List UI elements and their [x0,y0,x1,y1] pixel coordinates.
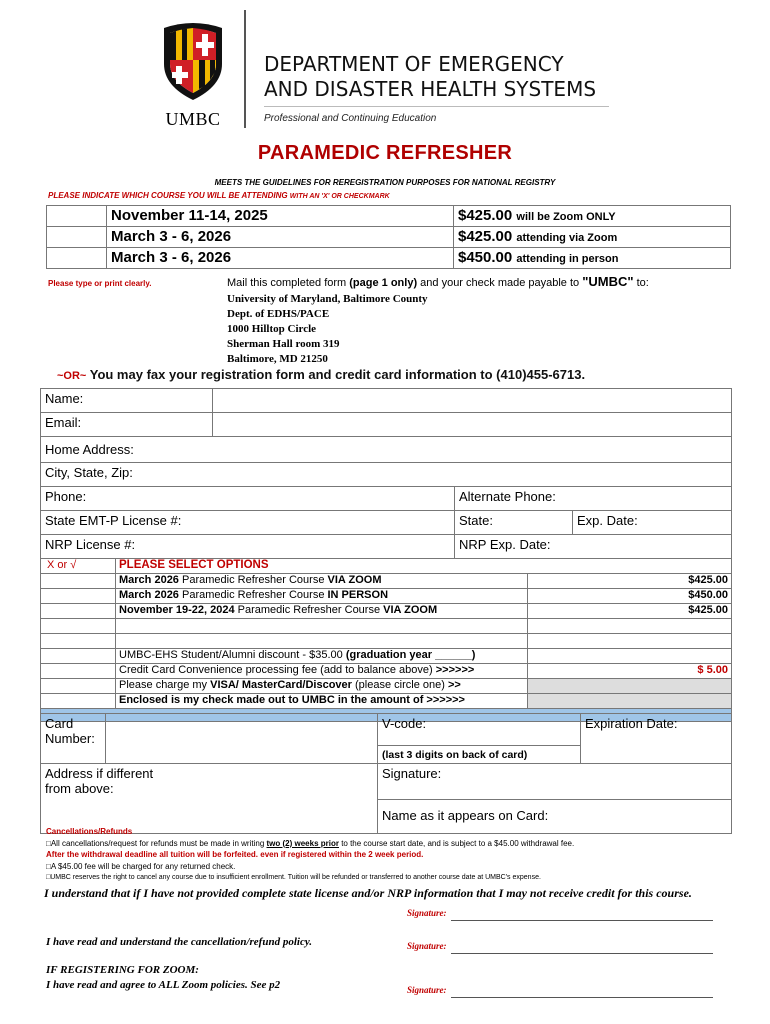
nrp-license-field[interactable] [41,535,455,559]
course-table [46,205,731,269]
mail-payee: "UMBC" [582,274,634,289]
name-field[interactable] [213,389,732,413]
vcode-field[interactable] [378,714,581,746]
course-date: November 11-14, 2025 [107,206,454,227]
option-empty-price [528,619,732,634]
alt-address-field[interactable] [41,764,378,834]
card-number-label: Card Number: [41,714,106,764]
signature-label: Signature: [407,908,447,918]
option-price: $450.00 [528,589,732,604]
zoom-policy-statement [46,963,280,993]
fee-checkbox[interactable] [41,664,116,679]
logo-text: UMBC [165,109,221,129]
cancellation-policy [46,826,746,884]
signature-line-3[interactable] [407,980,713,998]
indicate-tail: WITH AN 'X' OR CHECKMARK [289,193,390,200]
option-empty-price [528,634,732,649]
zoom-heading: IF REGISTERING FOR ZOOM: [46,964,199,976]
city-state-zip-field[interactable] [41,463,732,487]
option-label [116,604,528,619]
expiration-label: Expiration Date: [585,716,678,731]
header-rule [264,106,609,107]
options-header: PLEASE SELECT OPTIONS [116,559,732,574]
option-price: $425.00 [528,574,732,589]
phone-field[interactable] [41,487,455,511]
option-price: $425.00 [528,604,732,619]
zoom-agreement: I have read and agree to ALL Zoom policies. See p2 [46,979,281,991]
signature-label: Signature: [382,766,442,781]
fee-label [116,664,528,679]
option-date: March 2026 [119,574,179,586]
cancel-l1-pre: □All cancellations/request for refunds must be made in writing [46,838,267,848]
vcode-label: V-code: [382,716,427,731]
option-row [41,589,732,604]
fee-text: Credit Card Convenience processing fee (add to balance above) [119,664,436,676]
course-price: $450.00 [458,249,513,266]
course-date: March 3 - 6, 2026 [107,248,454,269]
umbc-logo [158,20,228,129]
dept-line-2: AND DISASTER HEALTH SYSTEMS [264,77,597,101]
address-line: 1000 Hilltop Circle [227,323,317,335]
home-address-field[interactable] [41,437,732,463]
card-number-field[interactable] [106,714,378,764]
signature-underline [451,989,713,998]
nrp-exp-label: NRP Exp. Date: [459,537,551,552]
state-field[interactable] [455,511,573,535]
course-checkbox-2[interactable] [47,227,107,248]
charge-checkbox[interactable] [41,679,116,694]
fee-price: $ 5.00 [528,664,732,679]
address-line: Baltimore, MD 21250 [227,353,328,365]
cancellation-title: Cancellations/Refunds [46,827,133,836]
city-state-zip-label: City, State, Zip: [45,465,133,480]
nrp-exp-field[interactable] [455,535,732,559]
check-checkbox[interactable] [41,694,116,709]
exp-date-field[interactable] [573,511,732,535]
check-label: Enclosed is my check made out to UMBC in the amount of >>>>>> [116,694,528,709]
mark-instructions: X or √ [41,559,116,574]
print-clearly-note: Please type or print clearly. [48,279,152,288]
course-price: $425.00 [458,228,513,245]
option-checkbox-2[interactable] [41,589,116,604]
cancellation-line-2: After the withdrawal deadline all tuition will be forfeited. even if registered within the 2 week period. [46,850,424,859]
card-types: VISA/ MasterCard/Discover [210,679,352,691]
signature-label: Signature: [407,985,447,995]
option-text: Paramedic Refresher Course [234,604,384,616]
mail-bold: (page 1 only) [349,277,418,289]
email-field[interactable] [213,413,732,437]
fee-row [41,664,732,679]
alt-address-label: Address if different from above: [45,766,154,796]
charge-circle: (please circle one) [351,679,448,691]
personal-info-table [40,388,732,559]
option-checkbox-4[interactable] [41,619,116,634]
name-label: Name: [41,389,213,413]
course-price-cell [454,227,731,248]
discount-text: UMBC-EHS Student/Alumni discount - $35.00 [119,649,346,661]
home-address-label: Home Address: [45,442,134,457]
option-checkbox-5[interactable] [41,634,116,649]
course-date: March 3 - 6, 2026 [107,227,454,248]
check-row [41,694,732,709]
department-name [264,52,596,102]
fax-instructions [57,367,585,382]
signature-field[interactable] [378,764,732,800]
credit-statement: I understand that if I have not provided complete state license and/or NRP information that I may not receive credit for this course. [44,886,692,900]
option-date: March 2026 [119,589,179,601]
option-text: Paramedic Refresher Course [178,574,328,586]
course-note: will be Zoom ONLY [516,211,616,223]
option-label [116,574,528,589]
fax-or: ~OR~ [57,370,87,382]
last3-note: (last 3 digits on back of card) [378,746,581,764]
check-amount[interactable] [528,694,732,709]
refund-policy-statement: I have read and understand the cancellation/refund policy. [46,936,313,948]
option-checkbox-3[interactable] [41,604,116,619]
course-note: attending in person [516,253,619,265]
address-line: Sherman Hall room 319 [227,338,340,350]
email-label: Email: [41,413,213,437]
option-mode: IN PERSON [327,589,389,601]
indicate-note [48,191,390,200]
cancellation-line-4: □UMBC reserves the right to cancel any course due to insufficient enrollment. Tuition will be refunded or transferred to another course date at UMBC's expense. [46,874,541,881]
option-row [41,604,732,619]
course-row [47,206,731,227]
course-note: attending via Zoom [516,232,618,244]
option-mode: VIA ZOOM [327,574,382,586]
mail-instructions [227,274,747,289]
indicate-main: PLEASE INDICATE WHICH COURSE YOU WILL BE ATTENDING [48,191,288,200]
course-price-cell [454,248,731,269]
charge-row [41,679,732,694]
discount-checkbox[interactable] [41,649,116,664]
graduation-year: (graduation year ______) [345,649,476,661]
course-price-cell [454,206,731,227]
header-subtitle: Professional and Continuing Education [264,113,437,124]
signature-label: Signature: [407,941,447,951]
charge-arrows: >> [447,679,461,691]
option-date: November 19-22, 2024 [119,604,235,616]
dept-line-1: DEPARTMENT OF EMERGENCY [264,52,564,76]
charge-label [116,679,528,694]
nrp-license-label: NRP License #: [45,537,136,552]
mailing-address [227,292,428,367]
fee-arrows: >>>>>> [435,664,475,676]
charge-amount[interactable] [528,679,732,694]
exp-date-label: Exp. Date: [577,513,638,528]
state-label: State: [459,513,493,528]
course-checkbox-3[interactable] [47,248,107,269]
option-mode: VIA ZOOM [383,604,438,616]
discount-row [41,649,732,664]
option-row [41,574,732,589]
charge-text: Please charge my [119,679,211,691]
cancellation-line-3: □A $45.00 fee will be charged for any returned check. [46,861,236,871]
name-on-card-label: Name as it appears on Card: [382,808,549,823]
expiration-field[interactable] [581,714,732,764]
option-empty [116,619,528,634]
mail-post: to: [633,277,649,289]
license-field[interactable] [41,511,455,535]
signature-line-2[interactable] [407,936,713,954]
mail-pre: Mail this completed form [227,277,350,289]
course-checkbox-1[interactable] [47,206,107,227]
option-empty [116,634,528,649]
cancel-l1-deadline: two (2) weeks prior [266,838,339,848]
signature-underline [451,945,713,954]
cancellation-line-1 [46,838,746,850]
course-row [47,248,731,269]
page-title: PARAMEDIC REFRESHER [257,142,513,164]
discount-label [116,649,528,664]
course-row [47,227,731,248]
phone-label: Phone: [45,489,87,504]
signature-line-1[interactable] [407,903,713,921]
alt-phone-label: Alternate Phone: [459,489,556,504]
fax-text: You may fax your registration form and credit card information to (410)455-6713. [86,367,586,382]
address-line: Dept. of EDHS/PACE [227,308,330,320]
option-text: Paramedic Refresher Course [178,589,328,601]
registry-note: MEETS THE GUIDELINES FOR REREGISTRATION PURPOSES FOR NATIONAL REGISTRY [214,178,556,187]
license-label: State EMT-P License #: [45,513,182,528]
cancel-l1-post: to the course start date, and is subject to a $45.00 withdrawal fee. [338,838,575,848]
address-line: University of Maryland, Baltimore County [227,293,428,305]
discount-amount[interactable] [528,649,732,664]
option-checkbox-1[interactable] [41,574,116,589]
signature-underline [451,912,713,921]
mail-mid: and your check made payable to [417,277,583,289]
header-divider [244,10,246,128]
alt-phone-field[interactable] [455,487,732,511]
course-price: $425.00 [458,207,513,224]
card-table [40,713,732,834]
options-table [40,558,732,722]
option-label [116,589,528,604]
shield-icon [158,20,228,102]
